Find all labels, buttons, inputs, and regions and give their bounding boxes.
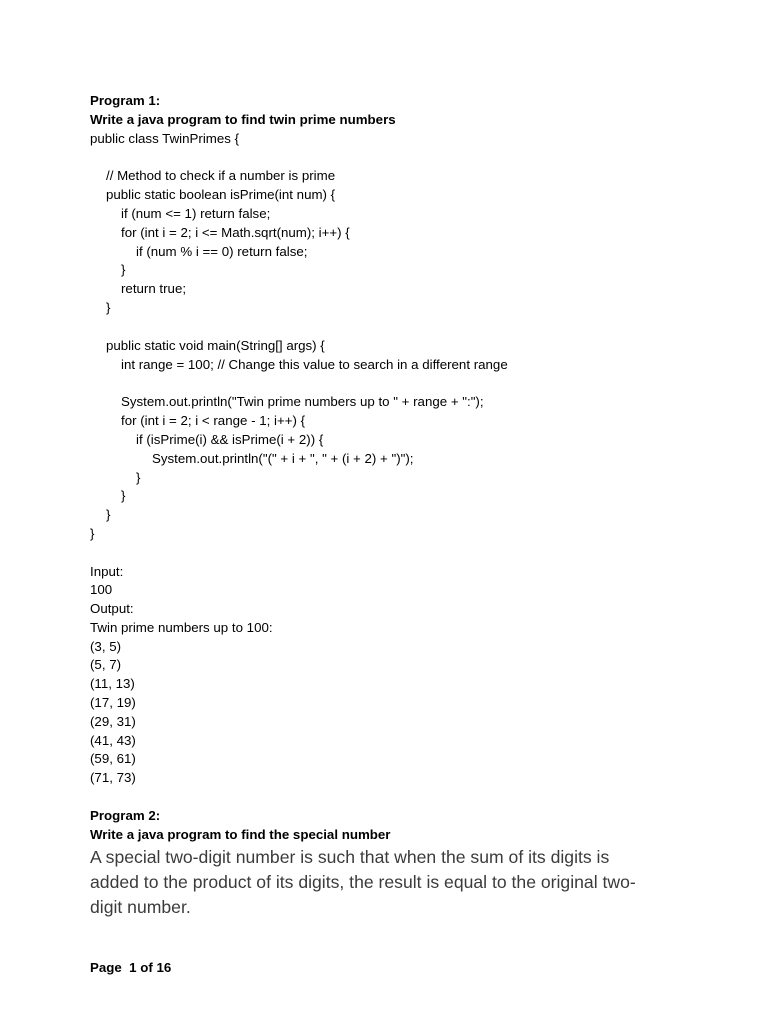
code-line: public class TwinPrimes { [90,131,240,146]
code-line: System.out.println("(" + i + ", " + (i + 2) + ")"); [152,451,414,466]
code-line: } [136,470,141,485]
page-number: Page 1 of 16 [90,960,172,975]
output-line: (5, 7) [90,657,122,672]
input-label: Input: [90,564,124,579]
code-line: return true; [121,281,187,296]
output-label: Output: [90,601,134,616]
program2-heading: Program 2: [90,808,161,823]
input-value: 100 [90,582,113,597]
code-line: System.out.println("Twin prime numbers up to " + range + ":"); [121,394,484,409]
output-line: (11, 13) [90,676,135,691]
program2-description: A special two-digit number is such that when the sum of its digits is added to the product of its digits, the result is equal to the original two-digit number. [90,847,636,917]
code-line: } [106,300,111,315]
code-line: for (int i = 2; i < range - 1; i++) { [121,413,306,428]
code-line: if (isPrime(i) && isPrime(i + 2)) { [136,432,324,447]
code-line: for (int i = 2; i <= Math.sqrt(num); i++) { [121,225,350,240]
code-line: } [121,262,126,277]
code-line: public static boolean isPrime(int num) { [106,187,336,202]
code-line: } [121,488,126,503]
code-line: public static void main(String[] args) { [106,338,325,353]
program1-heading: Program 1: [90,93,161,108]
output-line: (3, 5) [90,639,122,654]
program2-title: Write a java program to find the special number [90,827,391,842]
code-line: } [90,526,95,541]
code-line: } [106,507,111,522]
output-line: (29, 31) [90,714,136,729]
code-line: if (num % i == 0) return false; [136,244,308,259]
output-line: (17, 19) [90,695,136,710]
code-line: if (num <= 1) return false; [121,206,271,221]
output-line: (41, 43) [90,733,136,748]
code-line: // Method to check if a number is prime [106,168,336,183]
output-line: Twin prime numbers up to 100: [90,620,273,635]
output-line: (59, 61) [90,751,136,766]
program1-title: Write a java program to find twin prime numbers [90,112,396,127]
code-line: int range = 100; // Change this value to search in a different range [121,357,508,372]
output-line: (71, 73) [90,770,136,785]
